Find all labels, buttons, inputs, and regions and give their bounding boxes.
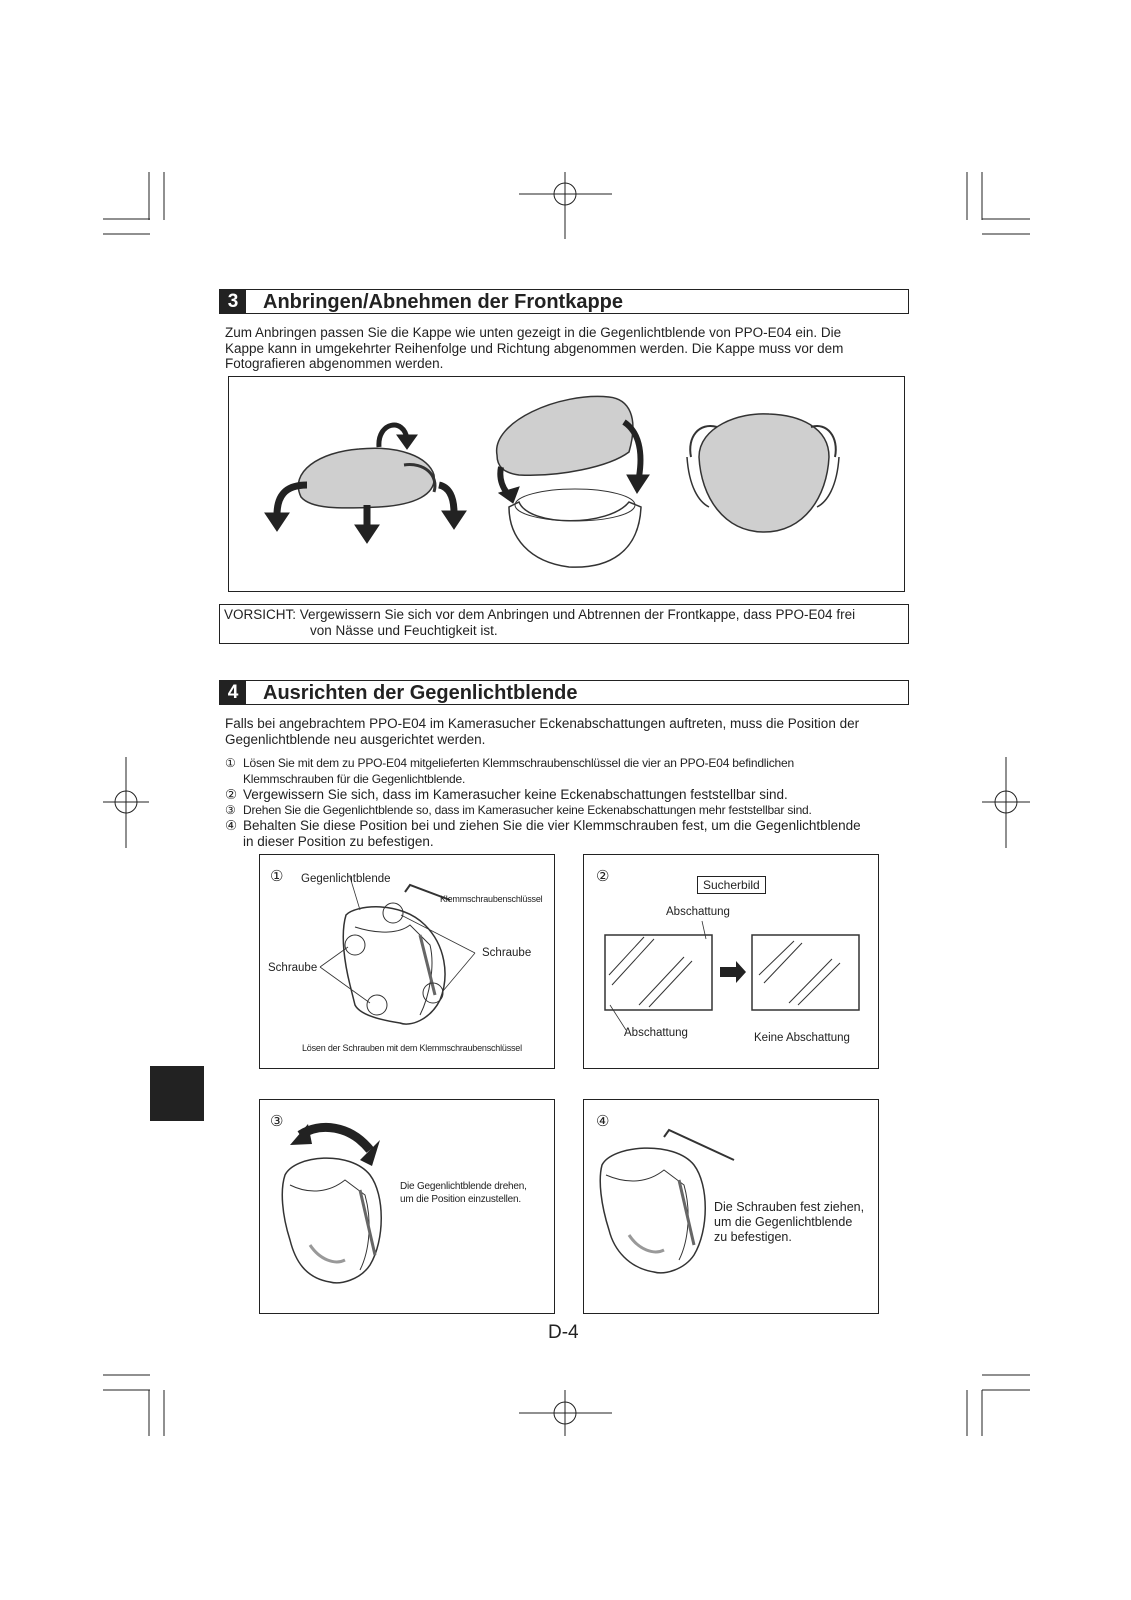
step-number: ① xyxy=(225,756,236,770)
step-number: ④ xyxy=(225,818,238,833)
panel-1 xyxy=(259,854,555,1069)
step-item xyxy=(225,787,915,803)
step-number: ② xyxy=(225,787,238,802)
step-text: Klemmschrauben für die Gegenlichtblende. xyxy=(243,771,466,786)
caution-line: von Nässe und Feuchtigkeit ist. xyxy=(310,623,498,638)
caption-line: um die Gegenlichtblende xyxy=(714,1215,853,1229)
lens-cap-drawing xyxy=(229,377,904,591)
step-text: in dieser Position zu befestigen. xyxy=(243,833,434,849)
panel-caption xyxy=(400,1180,527,1206)
section-number: 3 xyxy=(220,290,246,313)
section-4-intro xyxy=(225,716,915,747)
step-number: ③ xyxy=(225,802,236,817)
step-item xyxy=(225,803,915,819)
caution-note xyxy=(219,604,909,644)
caption-line: Die Gegenlichtblende drehen, xyxy=(400,1181,527,1192)
label-wrench: Klemmschraubenschlüssel xyxy=(440,894,543,904)
panel-2 xyxy=(583,854,879,1069)
caption-line: um die Position einzustellen. xyxy=(400,1194,521,1205)
section-number: 4 xyxy=(220,681,246,704)
panel-caption: Lösen der Schrauben mit dem Klemmschraubenschlüssel xyxy=(302,1043,522,1053)
label-lens-hood: Gegenlichtblende xyxy=(301,873,391,885)
folded-cap xyxy=(298,448,435,508)
registration-mark-top xyxy=(519,172,612,239)
caption-line: zu befestigen. xyxy=(714,1230,792,1244)
panel-3 xyxy=(259,1099,555,1314)
finished-cap xyxy=(687,414,839,532)
section-3-intro xyxy=(225,325,915,372)
step-text: Lösen Sie mit dem zu PPO-E04 mitgelieferten Klemmschraubenschlüssel die vier an PPO-E04 befindlichen xyxy=(243,756,794,770)
intro-line: Zum Anbringen passen Sie die Kappe wie unten gezeigt in die Gegenlichtblende von PPO-E04 ein. Die xyxy=(225,325,842,340)
step-text: Drehen Sie die Gegenlichtblende so, dass im Kamerasucher keine Eckenabschattungen mehr feststellbar sind. xyxy=(243,802,812,817)
panel-number: ④ xyxy=(596,1113,610,1130)
page-number: D-4 xyxy=(548,1322,579,1343)
caption-line: Die Schrauben fest ziehen, xyxy=(714,1200,865,1214)
label-no-vignette: Keine Abschattung xyxy=(754,1032,850,1044)
lens-cap-illustration xyxy=(228,376,905,592)
registration-mark-bottom xyxy=(519,1390,612,1436)
instruction-steps xyxy=(225,756,915,849)
cap-on-hood xyxy=(497,396,641,567)
label-vignette: Abschattung xyxy=(624,1027,688,1039)
panel-number: ① xyxy=(270,868,284,885)
section-title: Ausrichten der Gegenlichtblende xyxy=(263,682,578,704)
caution-line: VORSICHT: Vergewissern Sie sich vor dem Anbringen und Abtrennen der Frontkappe, dass PPO-E04 frei xyxy=(224,607,856,622)
intro-line: Fotografieren abgenommen werden. xyxy=(225,356,444,371)
intro-line: Kappe kann in umgekehrter Reihenfolge und Richtung abgenommen werden. Die Kappe muss vor dem xyxy=(225,340,844,356)
section-title: Anbringen/Abnehmen der Frontkappe xyxy=(263,291,624,313)
label-viewfinder: Sucherbild xyxy=(697,876,766,894)
panel-4 xyxy=(583,1099,879,1314)
intro-line: Falls bei angebrachtem PPO-E04 im Kamerasucher Eckenabschattungen auftreten, muss die Position der xyxy=(225,716,860,731)
step-item xyxy=(225,756,915,787)
panel-number: ③ xyxy=(270,1113,284,1130)
intro-line: Gegenlichtblende neu ausgerichtet werden. xyxy=(225,731,486,747)
label-vignette: Abschattung xyxy=(666,906,730,918)
hood-rotate-drawing xyxy=(260,1100,554,1313)
step-text: Behalten Sie diese Position bei und ziehen Sie die vier Klemmschrauben fest, um die Gegenlichtblende xyxy=(243,818,861,833)
label-screw-left: Schraube xyxy=(268,962,318,974)
registration-mark-left xyxy=(103,757,149,848)
step-item xyxy=(225,818,915,849)
step-text: Vergewissern Sie sich, dass im Kamerasucher keine Eckenabschattungen feststellbar sind. xyxy=(243,787,788,802)
label-screw-right: Schraube xyxy=(482,947,532,959)
registration-mark-right xyxy=(982,757,1030,848)
chapter-tab xyxy=(150,1066,204,1121)
section-3-header xyxy=(219,289,909,314)
section-4-header xyxy=(219,680,909,705)
panel-caption xyxy=(714,1200,864,1245)
panel-number: ② xyxy=(596,868,610,885)
